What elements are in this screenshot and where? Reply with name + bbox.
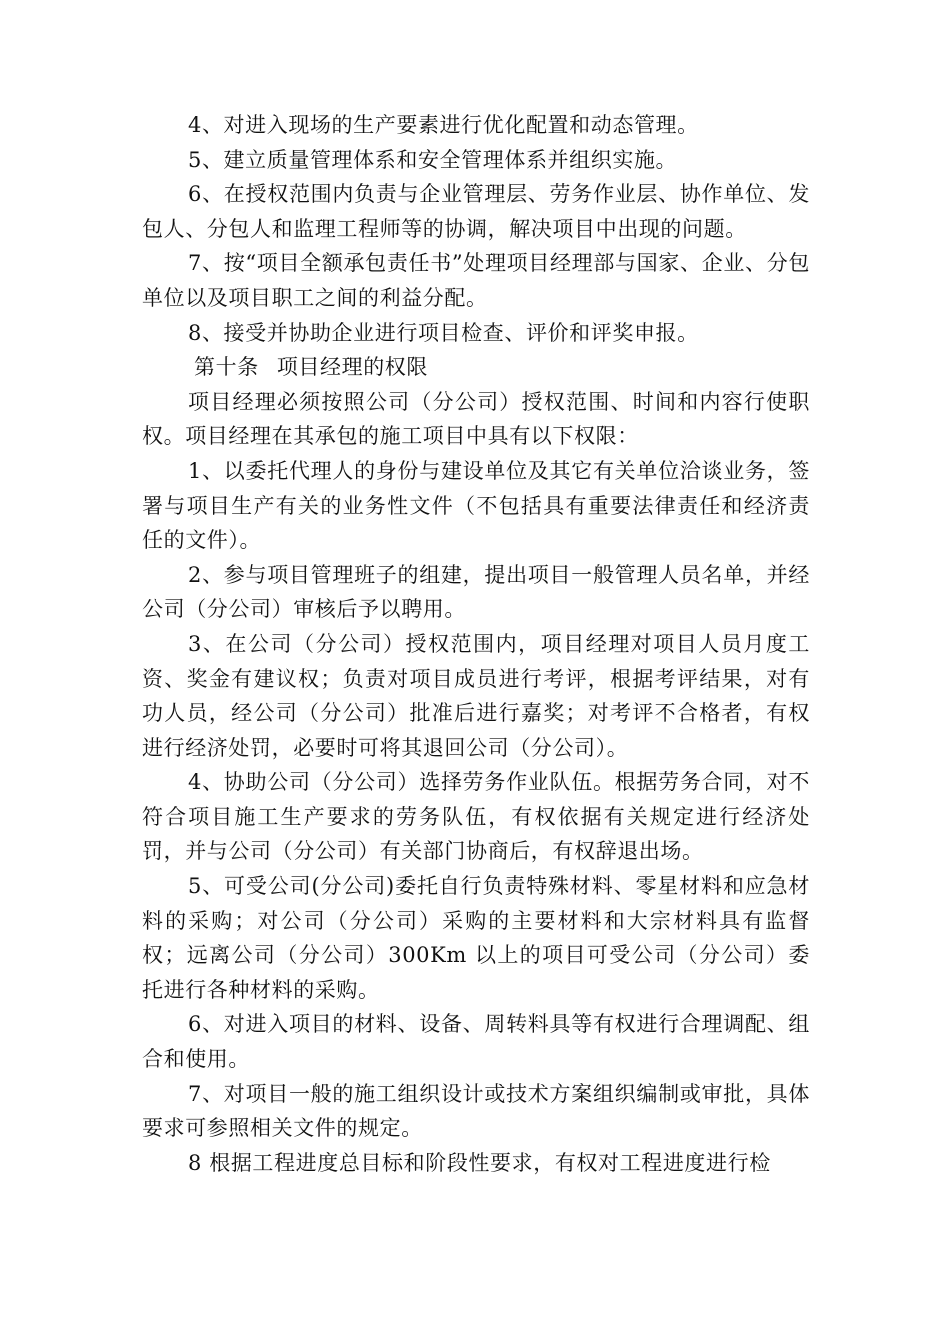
authority-item-8: 8 根据工程进度总目标和阶段性要求，有权对工程进度进行检 [188, 1150, 771, 1175]
authority-item-3: 3、在公司（分公司）授权范围内，项目经理对项目人员月度工资、奖金有建议权；负责对项目成员进行考评，根据考评结果，对有功人员，经公司（分公司）批准后进行嘉奖；对考评不合格者，有权进行经济处罚，必要时可将其退回公司（分公司）。 [142, 631, 810, 760]
authority-item-2: 2、参与项目管理班子的组建，提出项目一般管理人员名单，并经公司（分公司）审核后予以聘用。 [142, 562, 810, 622]
document-page [142, 108, 810, 1180]
section-intro: 项目经理必须按照公司（分公司）授权范围、时间和内容行使职权。项目经理在其承包的施工项目中具有以下权限： [142, 389, 810, 449]
authority-item-4: 4、协助公司（分公司）选择劳务作业队伍。根据劳务合同，对不符合项目施工生产要求的劳务队伍，有权依据有关规定进行经济处罚，并与公司（分公司）有关部门协商后，有权辞退出场。 [142, 770, 810, 864]
section-number: 第十条 [194, 355, 259, 380]
section-heading [142, 350, 810, 385]
paragraph-item-7: 7、按“项目全额承包责任书”处理项目经理部与国家、企业、分包单位以及项目职工之间的利益分配。 [142, 251, 810, 310]
paragraph-item-5: 5、建立质量管理体系和安全管理体系并组织实施。 [188, 147, 678, 172]
authority-item-6: 6、对进入项目的材料、设备、周转料具等有权进行合理调配、组合和使用。 [142, 1012, 810, 1072]
authority-item-7: 7、对项目一般的施工组织设计或技术方案组织编制或审批，具体要求可参照相关文件的规定。 [142, 1081, 810, 1141]
section-title: 项目经理的权限 [276, 355, 429, 380]
paragraph-item-4: 4、对进入现场的生产要素进行优化配置和动态管理。 [188, 113, 699, 137]
paragraph-item-8: 8、接受并协助企业进行项目检查、评价和评奖申报。 [188, 320, 699, 345]
authority-item-5: 5、可受公司(分公司)委托自行负责特殊材料、零星材料和应急材料的采购；对公司（分公司）采购的主要材料和大宗材料具有监督权；远离公司（分公司）300Km 以上的项目可受公司（分公司）委托进行各种材料的采购。 [142, 874, 810, 1002]
paragraph-item-6: 6、在授权范围内负责与企业管理层、劳务作业层、协作单位、发包人、分包人和监理工程师等的协调，解决项目中出现的问题。 [142, 182, 810, 241]
authority-item-1: 1、以委托代理人的身份与建设单位及其它有关单位洽谈业务，签署与项目生产有关的业务性文件（不包括具有重要法律责任和经济责任的文件）。 [142, 458, 810, 553]
